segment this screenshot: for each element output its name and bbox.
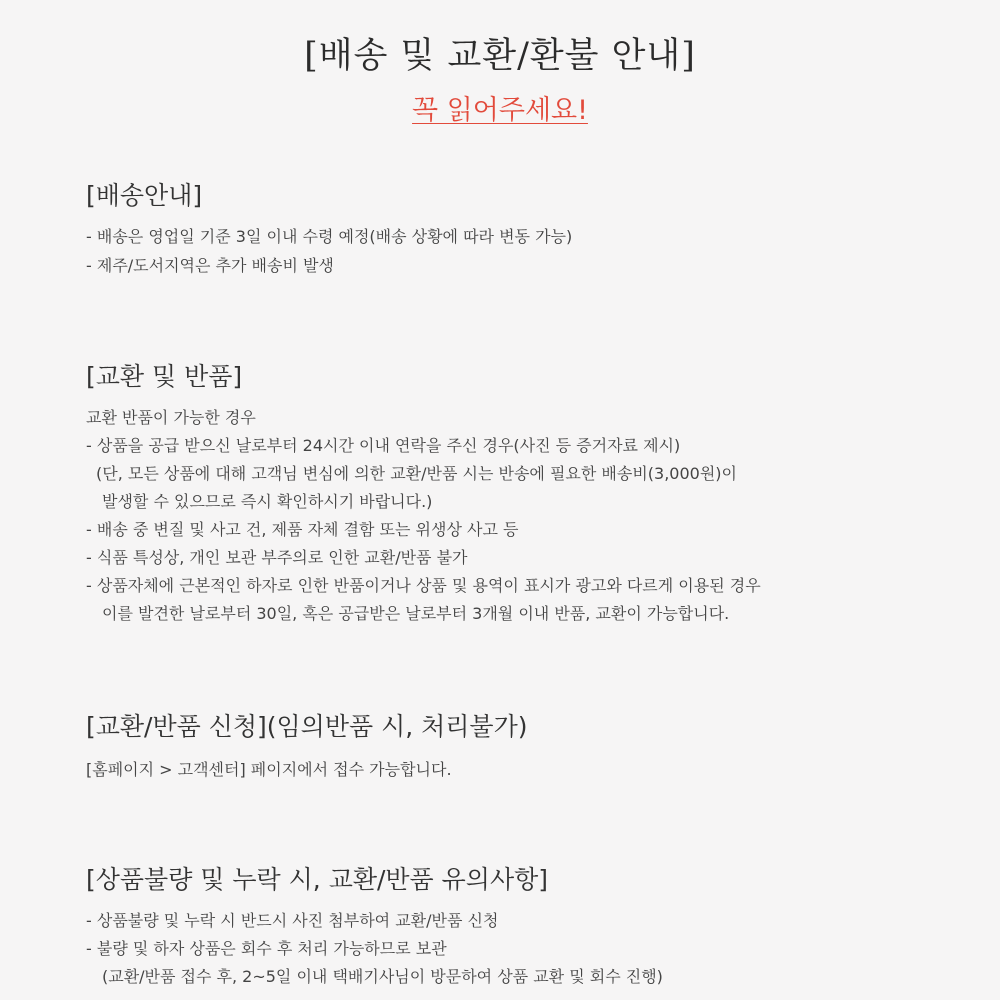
- section-title-shipping: [배송안내]: [86, 181, 203, 210]
- main-title: [배송 및 교환/환불 안내]: [304, 36, 696, 76]
- exchange-line-8: 이를 발견한 날로부터 30일, 혹은 공급받은 날로부터 3개월 이내 반품, 교환이 가능합니다.: [102, 604, 730, 623]
- exchange-line-7: - 상품자체에 근본적인 하자로 인한 반품이거나 상품 및 용역이 표시가 광고와 다르게 이용된 경우: [86, 576, 761, 595]
- shipping-line-1: - 배송은 영업일 기준 3일 이내 수령 예정(배송 상황에 따라 변동 가능): [86, 227, 573, 246]
- defect-line-1: - 상품불량 및 누락 시 반드시 사진 첨부하여 교환/반품 신청: [86, 911, 499, 930]
- defect-line-2: - 불량 및 하자 상품은 회수 후 처리 가능하므로 보관: [86, 939, 447, 958]
- section-title-request: [교환/반품 신청](임의반품 시, 처리불가): [86, 712, 528, 741]
- shipping-line-2: - 제주/도서지역은 추가 배송비 발생: [86, 256, 334, 275]
- sub-title-text: 꼭 읽어주세요!: [412, 95, 588, 126]
- section-title-defect: [상품불량 및 누락 시, 교환/반품 유의사항]: [86, 865, 549, 894]
- exchange-line-2: - 상품을 공급 받으신 날로부터 24시간 이내 연락을 주신 경우(사진 등 증거자료 제시): [86, 436, 681, 455]
- exchange-line-4: 발생할 수 있으므로 즉시 확인하시기 바랍니다.): [102, 492, 433, 511]
- exchange-line-1: 교환 반품이 가능한 경우: [86, 408, 256, 427]
- section-title-exchange: [교환 및 반품]: [86, 362, 243, 391]
- defect-line-3: (교환/반품 접수 후, 2~5일 이내 택배기사님이 방문하여 상품 교환 및 회수 진행): [102, 967, 663, 986]
- exchange-line-3: (단, 모든 상품에 대해 고객님 변심에 의한 교환/반품 시는 반송에 필요한 배송비(3,000원)이: [96, 464, 738, 483]
- sub-title: [0, 88, 1000, 127]
- request-line-1: [홈페이지 > 고객센터] 페이지에서 접수 가능합니다.: [86, 760, 452, 779]
- exchange-line-5: - 배송 중 변질 및 사고 건, 제품 자체 결함 또는 위생상 사고 등: [86, 520, 519, 539]
- exchange-line-6: - 식품 특성상, 개인 보관 부주의로 인한 교환/반품 불가: [86, 548, 468, 567]
